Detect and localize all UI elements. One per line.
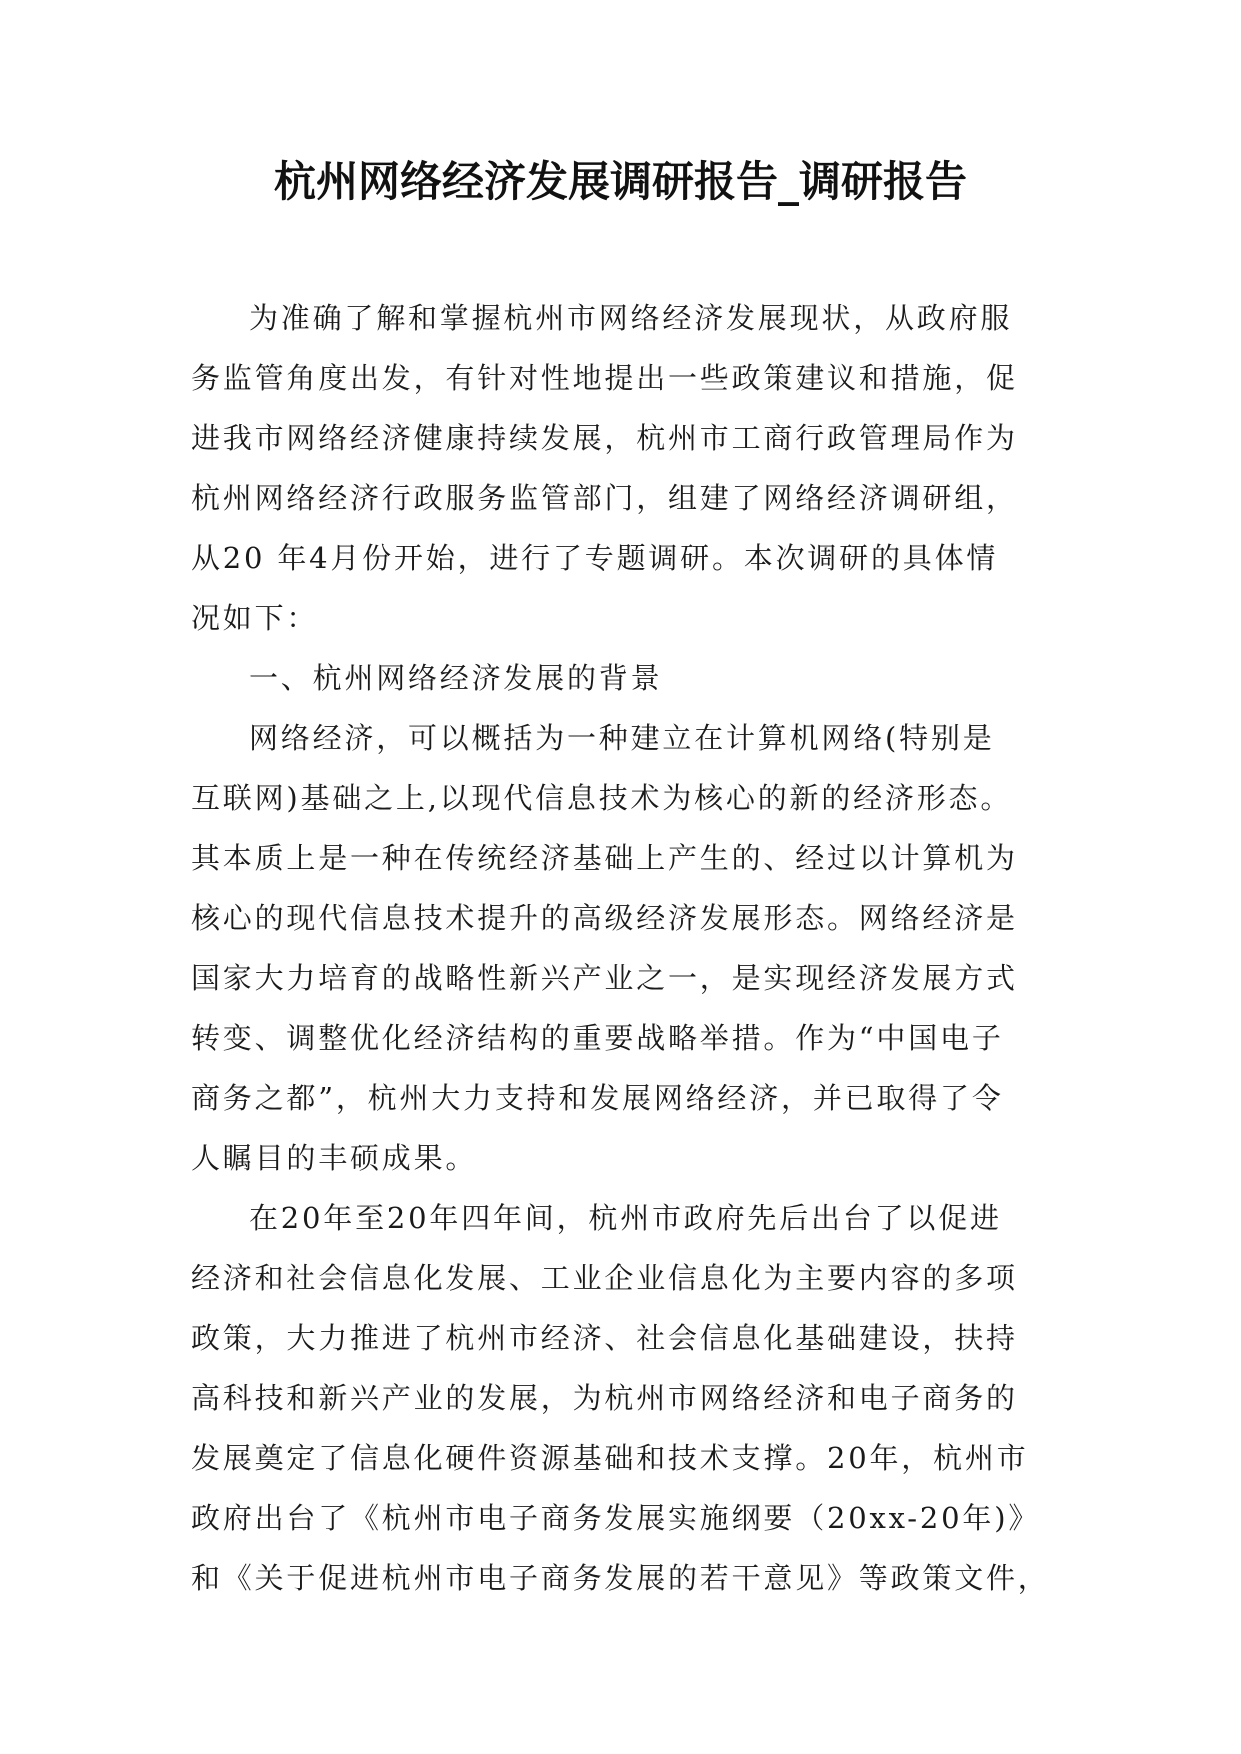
text-line: 杭州网络经济行政服务监管部门，组建了网络经济调研组， (191, 481, 1018, 515)
text-line: 在20年至20年四年间，杭州市政府先后出台了以促进 (249, 1201, 1002, 1235)
text-line: 人瞩目的丰硕成果。 (191, 1141, 478, 1175)
text-line: 况如下： (191, 601, 319, 635)
text-line: 互联网)基础之上,以现代信息技术为核心的新的经济形态。 (191, 781, 1013, 815)
paragraph-policy (191, 1188, 1051, 1608)
text-line: 其本质上是一种在传统经济基础上产生的、经过以计算机为 (191, 841, 1018, 875)
text-line: 和《关于促进杭州市电子商务发展的若干意见》等政策文件， (191, 1561, 1050, 1595)
document-body (191, 288, 1051, 1608)
text-line: 商务之都”，杭州大力支持和发展网络经济，并已取得了令 (191, 1081, 1004, 1115)
text-line: 发展奠定了信息化硬件资源基础和技术支撑。20年，杭州市 (191, 1441, 1029, 1475)
text-line: 核心的现代信息技术提升的高级经济发展形态。网络经济是 (191, 901, 1018, 935)
text-line: 进我市网络经济健康持续发展，杭州市工商行政管理局作为 (191, 421, 1018, 455)
text-line: 网络经济，可以概括为一种建立在计算机网络(特别是 (249, 721, 995, 755)
text-line: 为准确了解和掌握杭州市网络经济发展现状，从政府服 (249, 301, 1013, 335)
text-line: 国家大力培育的战略性新兴产业之一，是实现经济发展方式 (191, 961, 1018, 995)
text-line: 从20 年4月份开始，进行了专题调研。本次调研的具体情 (191, 541, 999, 575)
document-title: 杭州网络经济发展调研报告_调研报告 (273, 157, 967, 206)
text-line: 务监管角度出发，有针对性地提出一些政策建议和措施，促 (191, 361, 1018, 395)
text-line: 经济和社会信息化发展、工业企业信息化为主要内容的多项 (191, 1261, 1018, 1295)
text-line: 转变、调整优化经济结构的重要战略举措。作为“中国电子 (191, 1021, 1004, 1055)
paragraph-intro (191, 288, 1051, 648)
section-heading (191, 648, 1051, 708)
text-line: 政府出台了《杭州市电子商务发展实施纲要（20xx-20年)》 (191, 1501, 1041, 1535)
text-line: 政策，大力推进了杭州市经济、社会信息化基础建设，扶持 (191, 1321, 1018, 1355)
text-line: 高科技和新兴产业的发展，为杭州市网络经济和电子商务的 (191, 1381, 1018, 1415)
text-line: 一、杭州网络经济发展的背景 (249, 661, 663, 695)
paragraph-background (191, 708, 1051, 1188)
